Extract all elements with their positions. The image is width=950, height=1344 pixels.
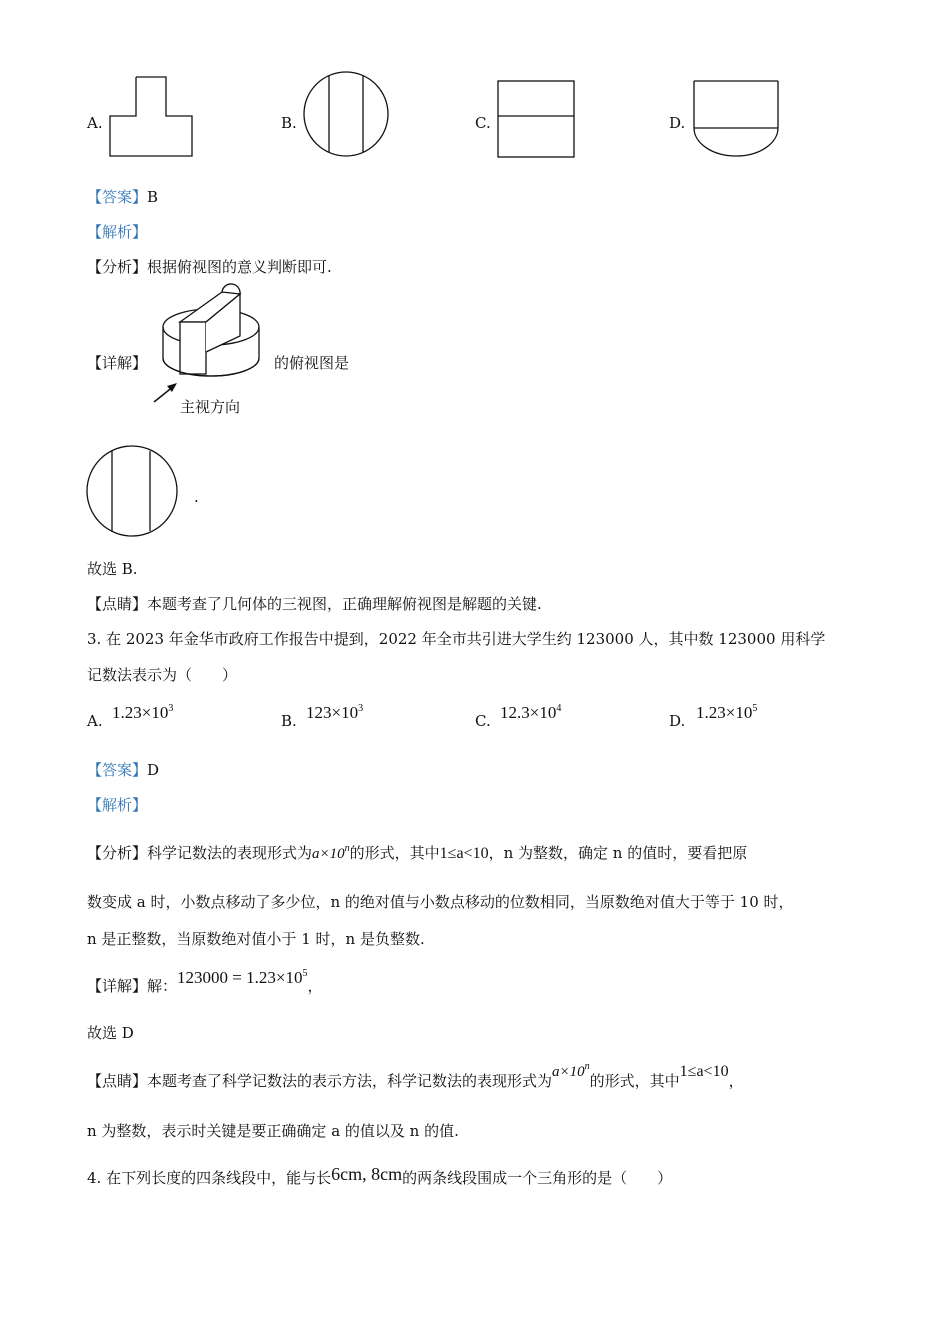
direction-label: 主视方向 [180, 398, 241, 416]
q3-option-c-label: C. [475, 712, 491, 730]
q3-option-b-value: $123\times 10^3$ [306, 703, 364, 722]
dianjing-tag: 【点睛】 [87, 595, 148, 613]
q3-option-c-value: $12.3\times 10^4$ [500, 703, 562, 722]
xiangjie-suffix: 的俯视图是 [274, 354, 350, 372]
option-b-circle-figure [302, 71, 392, 161]
math-range: 1≤a<10 [439, 845, 489, 862]
option-a-t-shape-figure [108, 76, 196, 158]
q3-fenxi-line1: 【分析】科学记数法的表现形式为$a\times 10^n$的形式，其中1≤a<10，n 为整数，确定 n 的值时，要看把原 [87, 843, 748, 862]
option-a-label: A. [87, 114, 103, 132]
fenxi-text: 根据俯视图的意义判断即可. [147, 258, 332, 276]
figure-period: . [194, 488, 199, 506]
option-c-label: C. [475, 114, 491, 132]
option-b-label: B. [281, 114, 297, 132]
answer-tag: 【答案】 [87, 761, 148, 779]
top-view-circle-figure [85, 446, 181, 538]
q3-dianjing-line1: 【点睛】本题考查了科学记数法的表示方法，科学记数法的表现形式为$a\times 10^n$的形式，其中1≤a<10， [87, 1061, 744, 1090]
q3-option-a-value: $1.23\times 10^3$ [112, 703, 174, 722]
math-lengths: 6cm, 8cm [331, 1164, 403, 1184]
q2-answer-line [87, 186, 158, 207]
q2-fenxi-line [87, 256, 332, 277]
fenxi-tag: 【分析】 [87, 258, 148, 276]
q3-conclusion: 故选 D [87, 1024, 134, 1042]
math-a-times-10n: $a\times 10^n$ [552, 1061, 590, 1080]
q3-fenxi-line2: 数变成 a 时，小数点移动了多少位，n 的绝对值与小数点移动的位数相同，当原数绝对值大于等于 10 时， [87, 893, 794, 911]
option-c-rectangle-figure [496, 80, 578, 160]
q2-conclusion: 故选 B. [87, 560, 138, 578]
answer-value: D [147, 761, 160, 779]
answer-tag: 【答案】 [87, 188, 148, 206]
q3-dianjing-line2: n 为整数，表示时关键是要正确确定 a 的值以及 n 的值. [87, 1122, 459, 1140]
math-range: 1≤a<10 [679, 1063, 729, 1080]
solid-figure-illustration [150, 282, 275, 412]
q3-option-d-value: $1.23\times 10^5$ [696, 703, 758, 722]
q3-stem-line1: 3. 在 2023 年金华市政府工作报告中提到，2022 年全市共引进大学生约 123000 人，其中数 123000 用科学 [87, 630, 826, 648]
q3-analysis-tag: 【解析】 [87, 796, 148, 814]
q2-analysis-tag: 【解析】 [87, 223, 148, 241]
math-a-times-10n: $a\times 10^n$ [312, 843, 350, 862]
q3-option-b-label: B. [281, 712, 297, 730]
dianjing-text: 本题考查了几何体的三视图，正确理解俯视图是解题的关键. [147, 595, 542, 613]
q4-stem: 4. 在下列长度的四条线段中，能与长6cm, 8cm的两条线段围成一个三角形的是（ ） [87, 1164, 673, 1187]
q3-option-a-label: A. [87, 712, 103, 730]
answer-value: B [147, 188, 159, 206]
q3-answer-line [87, 759, 159, 780]
q3-stem-line2: 记数法表示为（ ） [87, 666, 238, 684]
option-d-label: D. [669, 114, 686, 132]
option-d-semicircle-figure [692, 80, 782, 160]
q3-option-d-label: D. [669, 712, 686, 730]
xiangjie-tag: 【详解】 [87, 354, 148, 372]
q2-dianjing-line [87, 593, 542, 614]
q3-xiangjie-line: 【详解】解：$123000 = 1.23\times 10^5$， [87, 968, 323, 995]
math-xiangjie: $123000 = 1.23\times 10^5$ [177, 968, 308, 987]
q3-fenxi-line3: n 是正整数，当原数绝对值小于 1 时，n 是负整数. [87, 930, 425, 948]
